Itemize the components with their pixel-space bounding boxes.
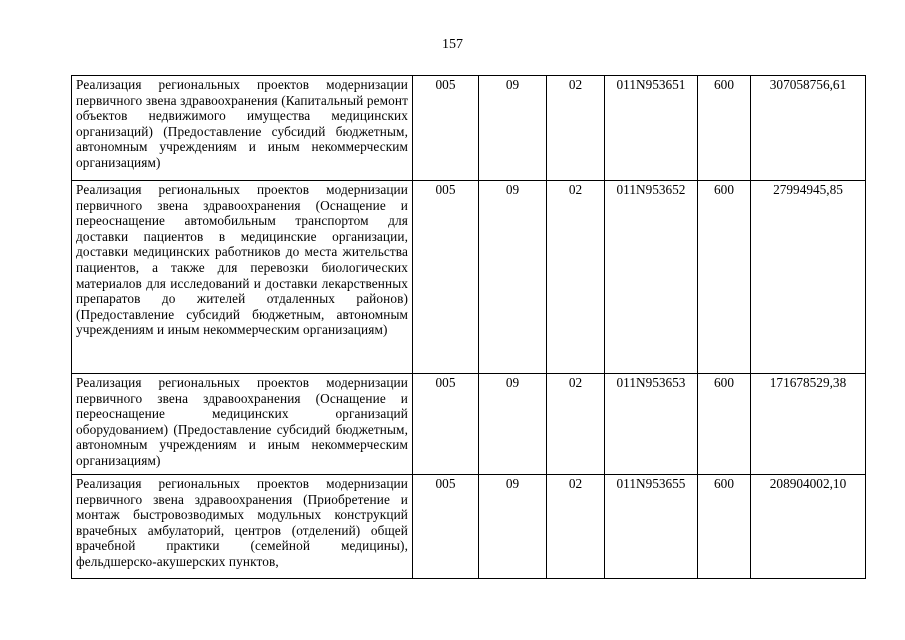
cell-subsection-code: 02	[547, 374, 605, 475]
cell-description: Реализация региональных проектов модернизации первичного звена здравоохранения (Приобретение и монтаж быстровозводимых модульных конструкций врачебных амбулаторий, центров (отделений) общей врачебной практики (семейной медицины), фельдшерско-акушерских пунктов,	[72, 475, 413, 579]
table-row	[72, 374, 866, 475]
cell-description: Реализация региональных проектов модернизации первичного звена здравоохранения (Капитальный ремонт объектов недвижимого имущества медицинских организаций) (Предоставление субсидий бюджетным, автономным учреждениям и иным некоммерческим организациям)	[72, 76, 413, 181]
cell-section-code: 09	[479, 181, 547, 374]
cell-amount: 27994945,85	[751, 181, 866, 374]
cell-subsection-code: 02	[547, 76, 605, 181]
cell-amount: 208904002,10	[751, 475, 866, 579]
cell-expense-type: 600	[698, 76, 751, 181]
cell-subsection-code: 02	[547, 475, 605, 579]
cell-description: Реализация региональных проектов модернизации первичного звена здравоохранения (Оснащение и переоснащение автомобильным транспортом для доставки пациентов в медицинские организации, доставки медицинских работников до места жительства пациентов, а также для перевозки биологических материалов для исследований и доставки лекарственных препаратов до жителей отдаленных районов) (Предоставление субсидий бюджетным, автономным учреждениям и иным некоммерческим организациям)	[72, 181, 413, 374]
table-row	[72, 76, 866, 181]
cell-expense-type: 600	[698, 374, 751, 475]
cell-section-code: 09	[479, 475, 547, 579]
cell-target-article: 011N953655	[605, 475, 698, 579]
table-row	[72, 475, 866, 579]
cell-ministry-code: 005	[413, 374, 479, 475]
cell-target-article: 011N953652	[605, 181, 698, 374]
cell-expense-type: 600	[698, 181, 751, 374]
cell-amount: 307058756,61	[751, 76, 866, 181]
cell-subsection-code: 02	[547, 181, 605, 374]
cell-target-article: 011N953653	[605, 374, 698, 475]
cell-expense-type: 600	[698, 475, 751, 579]
table-row	[72, 181, 866, 374]
budget-table	[71, 75, 866, 579]
cell-description: Реализация региональных проектов модернизации первичного звена здравоохранения (Оснащение и переоснащение медицинских организаций оборудованием) (Предоставление субсидий бюджетным, автономным учреждениям и иным некоммерческим организациям)	[72, 374, 413, 475]
cell-amount: 171678529,38	[751, 374, 866, 475]
page-number: 157	[442, 37, 463, 52]
cell-ministry-code: 005	[413, 475, 479, 579]
cell-ministry-code: 005	[413, 181, 479, 374]
cell-ministry-code: 005	[413, 76, 479, 181]
cell-section-code: 09	[479, 76, 547, 181]
cell-section-code: 09	[479, 374, 547, 475]
cell-target-article: 011N953651	[605, 76, 698, 181]
